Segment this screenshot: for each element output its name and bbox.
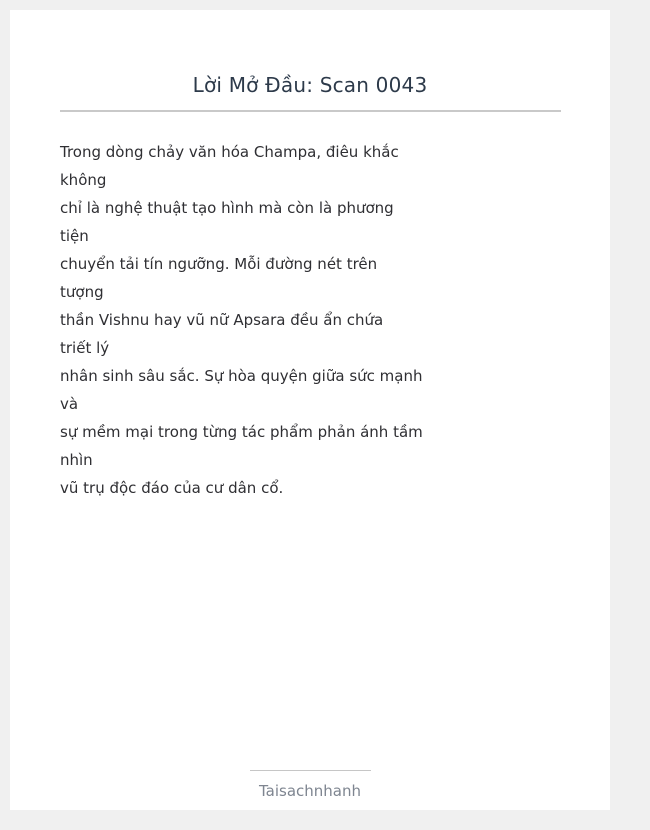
text-line: triết lý [60, 339, 110, 357]
footer-divider [250, 770, 371, 771]
text-line: không [60, 171, 107, 189]
page-title: Lời Mở Đầu: Scan 0043 [192, 73, 428, 97]
text-line: nhìn [60, 451, 93, 469]
text-line: chỉ là nghệ thuật tạo hình mà còn là phương [60, 199, 394, 217]
text-line: tượng [60, 283, 104, 301]
text-line: tiện [60, 227, 89, 245]
body-paragraph [60, 138, 480, 502]
document-page [10, 10, 610, 810]
text-line: và [60, 395, 79, 413]
text-line: sự mềm mại trong từng tác phẩm phản ánh tầm [60, 423, 423, 441]
text-line: thần Vishnu hay vũ nữ Apsara đều ẩn chứa [60, 311, 384, 329]
text-line: nhân sinh sâu sắc. Sự hòa quyện giữa sức mạnh [60, 367, 423, 385]
text-line: Trong dòng chảy văn hóa Champa, điêu khắc [60, 143, 399, 161]
text-line: chuyển tải tín ngưỡng. Mỗi đường nét trên [60, 255, 378, 273]
footer-brand: Taisachnhanh [258, 782, 362, 800]
title-divider [60, 110, 561, 112]
text-line: vũ trụ độc đáo của cư dân cổ. [60, 479, 284, 497]
